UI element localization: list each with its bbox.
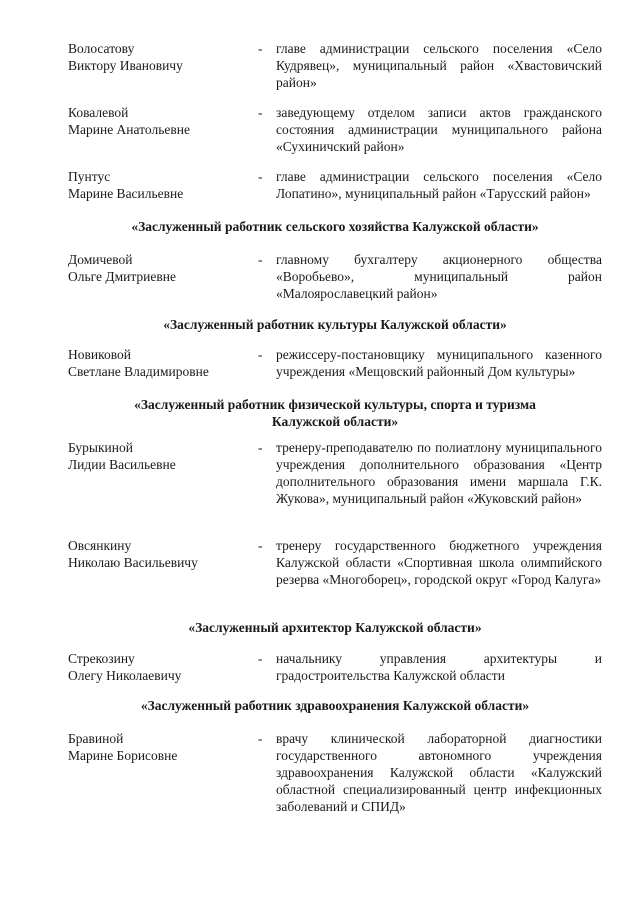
recipient-name [68,346,253,380]
entry-dash: - [258,538,263,553]
entry-dash: - [258,440,263,455]
award-section-heading [60,619,610,636]
recipient-position: главе администрации сельского поселения «Село Лопатино», муниципальный район «Тарусский район» [276,169,602,201]
recipient-name [68,168,253,202]
recipient-surname: Домичевой [68,252,133,267]
heading-line: «Заслуженный работник сельского хозяйства Калужской области» [131,219,539,234]
recipient-surname: Бурыкиной [68,440,133,455]
entry-dash: - [258,731,263,746]
recipient-position: тренеру-преподавателю по полиатлону муниципального учреждения дополнительного образования «Центр дополнительного образования имени маршала Г.К. Жукова», муниципальный район «Жуковский район» [276,440,602,506]
entry-dash: - [258,41,263,56]
recipient-position: режиссеру-постановщику муниципального казенного учреждения «Мещовский районный Дом культуры» [276,347,602,379]
recipient-position: главе администрации сельского поселения «Село Кудрявец», муниципальный район «Хвастовичский район» [276,41,602,90]
recipient-given-name: Лидии Васильевне [68,457,176,472]
entry-dash: - [258,347,263,362]
recipient-surname: Овсянкину [68,538,132,553]
entry-dash: - [258,651,263,666]
award-section-heading [60,316,610,333]
recipient-given-name: Светлане Владимировне [68,364,209,379]
recipient-name [68,251,253,285]
recipient-given-name: Виктору Ивановичу [68,58,183,73]
entry-dash: - [258,169,263,184]
award-section-heading [60,697,610,714]
recipient-position: врачу клинической лабораторной диагностики государственного автономного учреждения здравоохранения Калужской области «Калужский областной специализированный центр инфекционных заболеваний и СПИД» [276,731,602,814]
heading-line: Калужской области» [271,414,399,429]
recipient-surname: Ковалевой [68,105,129,120]
heading-line: «Заслуженный работник культуры Калужской области» [163,317,507,332]
award-section-heading [60,396,610,430]
recipient-given-name: Николаю Васильевичу [68,555,198,570]
entry-dash: - [258,252,263,267]
recipient-name [68,104,253,138]
recipient-given-name: Ольге Дмитриевне [68,269,176,284]
recipient-name [68,730,253,764]
recipient-surname: Пунтус [68,169,111,184]
recipient-surname: Стрекозину [68,651,135,666]
recipient-given-name: Олегу Николаевичу [68,668,182,683]
recipient-given-name: Марине Анатольевне [68,122,190,137]
recipient-position: тренеру государственного бюджетного учреждения Калужской области «Спортивная школа олимпийского резерва «Многоборец», городской округ «Город Калуга» [276,538,602,587]
recipient-position: начальнику управления архитектуры и градостроительства Калужской области [276,651,602,683]
recipient-name [68,439,253,473]
recipient-name [68,40,253,74]
recipient-position: главному бухгалтеру акционерного общества «Воробьево», муниципальный район «Малоярославецкий район» [276,252,602,301]
recipient-given-name: Марине Борисовне [68,748,178,763]
heading-line: «Заслуженный работник здравоохранения Калужской области» [140,698,530,713]
recipient-surname: Новиковой [68,347,131,362]
recipient-surname: Бравиной [68,731,124,746]
recipient-surname: Волосатову [68,41,135,56]
heading-line: «Заслуженный работник физической культуры, спорта и туризма [134,397,536,412]
recipient-name [68,537,253,571]
recipient-position: заведующему отделом записи актов гражданского состояния администрации муниципального района «Сухиничский район» [276,105,602,154]
recipient-name [68,650,253,684]
award-section-heading [60,218,610,235]
heading-line: «Заслуженный архитектор Калужской области» [188,620,482,635]
entry-dash: - [258,105,263,120]
recipient-given-name: Марине Васильевне [68,186,184,201]
